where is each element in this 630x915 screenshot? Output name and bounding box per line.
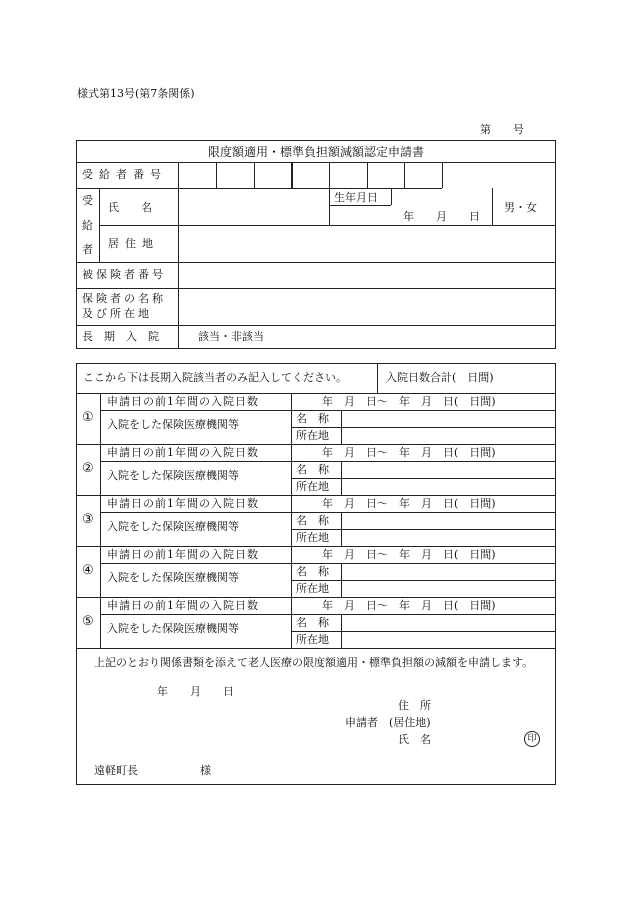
applicant-label: 申請者 <box>345 716 378 729</box>
name-input[interactable] <box>180 190 328 224</box>
birth-date-label: 生年月日 <box>334 191 378 204</box>
row-location-input[interactable] <box>343 530 554 545</box>
seal-mark: 印 <box>524 731 540 747</box>
row-institution-label: 入院をした保険医療機関等 <box>107 571 239 584</box>
row-name-input[interactable] <box>343 615 554 630</box>
row-institution-label: 入院をした保険医療機関等 <box>107 469 239 482</box>
row-period[interactable]: 年 月 日〜 年 月 日( 日間) <box>322 446 496 459</box>
application-date[interactable]: 年 月 日 <box>157 685 234 698</box>
residence-label: (居住地) <box>389 716 431 729</box>
statement: 上記のとおり関係書類を添えて老人医療の限度額適用・標準負担額の減額を申請します。 <box>94 656 534 669</box>
row-name-input[interactable] <box>343 411 554 426</box>
name-label: 氏 名 <box>108 201 152 214</box>
row-institution-label: 入院をした保険医療機関等 <box>107 418 239 431</box>
row-days-label: 申請日の前1年間の入院日数 <box>107 599 259 612</box>
row-days-label: 申請日の前1年間の入院日数 <box>107 446 259 459</box>
form-title: 限度額適用・標準負担額減額認定申請書 <box>207 145 424 159</box>
row-name-input[interactable] <box>343 462 554 477</box>
recipient-number-input[interactable] <box>179 163 441 187</box>
address-label: 居住地 <box>108 237 159 250</box>
row-number: ③ <box>82 512 94 527</box>
recipient-group-label-3: 者 <box>82 243 93 256</box>
row-period[interactable]: 年 月 日〜 年 月 日( 日間) <box>322 395 496 408</box>
row-name-field-label: 名 称 <box>296 565 329 578</box>
long-stay-select[interactable]: 該当・非該当 <box>198 330 264 343</box>
row-location-field-label: 所在地 <box>296 480 329 493</box>
row-name-input[interactable] <box>343 564 554 579</box>
row-name-field-label: 名 称 <box>296 514 329 527</box>
row-institution-label: 入院をした保険医療機関等 <box>107 622 239 635</box>
form-number-label: 様式第13号(第7条関係) <box>77 87 195 100</box>
row-period[interactable]: 年 月 日〜 年 月 日( 日間) <box>322 497 496 510</box>
row-name-input[interactable] <box>343 513 554 528</box>
insured-number-label: 被保険者番号 <box>82 268 166 281</box>
row-period[interactable]: 年 月 日〜 年 月 日( 日間) <box>322 548 496 561</box>
row-name-field-label: 名 称 <box>296 616 329 629</box>
row-days-label: 申請日の前1年間の入院日数 <box>107 497 259 510</box>
row-days-label: 申請日の前1年間の入院日数 <box>107 395 259 408</box>
recipient-group-label-2: 給 <box>82 219 93 232</box>
birth-date-value[interactable]: 年 月 日 <box>403 210 480 223</box>
insurer-label-1: 保険者の名称 <box>82 292 166 305</box>
row-number: ① <box>82 410 94 425</box>
row-name-field-label: 名 称 <box>296 412 329 425</box>
row-location-input[interactable] <box>343 581 554 596</box>
row-period[interactable]: 年 月 日〜 年 月 日( 日間) <box>322 599 496 612</box>
row-location-field-label: 所在地 <box>296 429 329 442</box>
row-location-input[interactable] <box>343 428 554 443</box>
addressee-honorific: 様 <box>200 764 211 777</box>
addressee: 遠軽町長 <box>94 764 138 777</box>
applicant-address-label: 住 所 <box>398 699 431 712</box>
row-location-field-label: 所在地 <box>296 531 329 544</box>
row-name-field-label: 名 称 <box>296 463 329 476</box>
row-number: ④ <box>82 563 94 578</box>
row-days-label: 申請日の前1年間の入院日数 <box>107 548 259 561</box>
row-location-field-label: 所在地 <box>296 582 329 595</box>
row-number: ② <box>82 461 94 476</box>
insured-number-input[interactable] <box>180 264 554 286</box>
insurer-input[interactable] <box>180 290 554 324</box>
row-location-input[interactable] <box>343 479 554 494</box>
row-location-input[interactable] <box>343 632 554 647</box>
address-input[interactable] <box>180 227 554 261</box>
document-number: 第 号 <box>480 123 524 136</box>
row-location-field-label: 所在地 <box>296 633 329 646</box>
row-institution-label: 入院をした保険医療機関等 <box>107 520 239 533</box>
row-number: ⑤ <box>82 614 94 629</box>
total-days[interactable]: 入院日数合計( 日間) <box>386 371 494 384</box>
recipient-group-label-1: 受 <box>82 194 93 207</box>
long-stay-note: ここから下は長期入院該当者のみ記入してください。 <box>83 371 347 384</box>
recipient-number-label: 受給者番号 <box>82 168 167 181</box>
insurer-label-2: 及び所在地 <box>82 307 152 320</box>
applicant-name-label: 氏 名 <box>398 733 431 746</box>
long-stay-label: 長期入院 <box>82 330 170 343</box>
gender-select[interactable]: 男・女 <box>504 201 537 214</box>
